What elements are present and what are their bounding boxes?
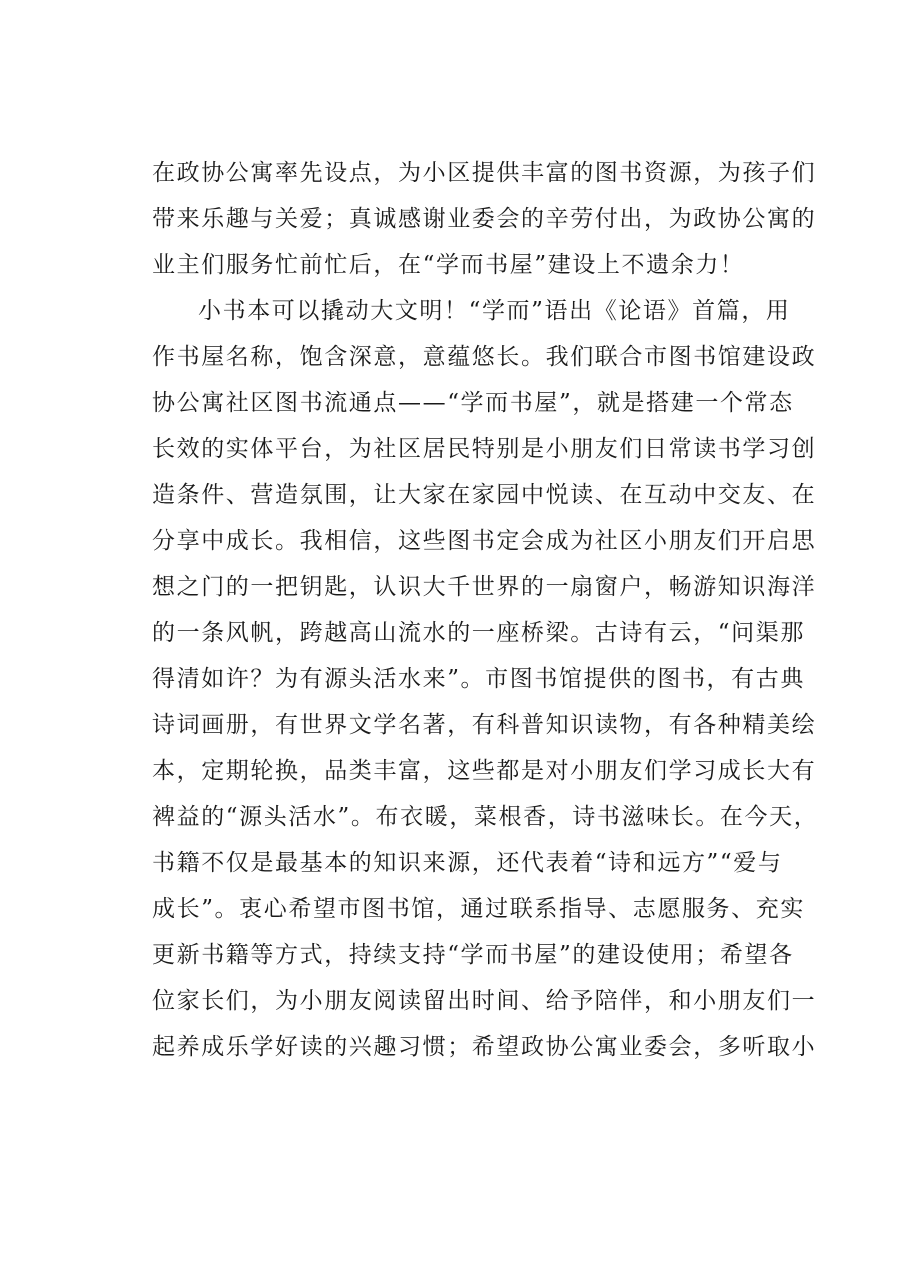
text-line-1: 在政协公寓率先设点，为小区提供丰富的图书资源，为孩子们 [152,160,817,186]
text-line-9: 分享中成长。我相信，这些图书定会成为社区小朋友们开启思 [152,528,817,554]
paragraph-start-line: 小书本可以撬动大文明！“学而”语出《论语》首篇，用 [198,298,791,324]
text-line-16: 书籍不仅是最基本的知识来源，还代表着“诗和远方”“爱与 [152,850,783,876]
text-line-20: 起养成乐学好读的兴趣习惯；希望政协公寓业委会，多听取小 [152,1034,817,1060]
text-line-8: 造条件、营造氛围，让大家在家园中悦读、在互动中交友、在 [152,482,817,508]
text-line-2: 带来乐趣与关爱；真诚感谢业委会的辛劳付出，为政协公寓的 [152,206,817,232]
text-line-18: 更新书籍等方式，持续支持“学而书屋”的建设使用；希望各 [152,942,794,968]
text-line-17: 成长”。衷心希望市图书馆，通过联系指导、志愿服务、充实 [152,896,805,922]
text-line-13: 诗词画册，有世界文学名著，有科普知识读物，有各种精美绘 [152,712,817,738]
text-line-5: 作书屋名称，饱含深意，意蕴悠长。我们联合市图书馆建设政 [152,344,817,370]
text-line-6: 协公寓社区图书流通点——“学而书屋”，就是搭建一个常态 [152,390,794,416]
text-line-11: 的一条风帆，跨越高山流水的一座桥梁。古诗有云，“问渠那 [152,620,805,646]
text-line-3: 业主们服务忙前忙后，在“学而书屋”建设上不遗余力！ [152,252,745,278]
text-line-19: 位家长们，为小朋友阅读留出时间、给予陪伴，和小朋友们一 [152,988,817,1014]
text-line-12: 得清如许？为有源头活水来”。市图书馆提供的图书，有古典 [152,666,805,692]
text-line-14: 本，定期轮换，品类丰富，这些都是对小朋友们学习成长大有 [152,758,817,784]
body-text [152,150,819,1070]
text-line-10: 想之门的一把钥匙，认识大千世界的一扇窗户，畅游知识海洋 [152,574,817,600]
text-line-7: 长效的实体平台，为社区居民特别是小朋友们日常读书学习创 [152,436,817,462]
text-line-15: 裨益的“源头活水”。布衣暖，菜根香，诗书滋味长。在今天， [152,804,819,830]
